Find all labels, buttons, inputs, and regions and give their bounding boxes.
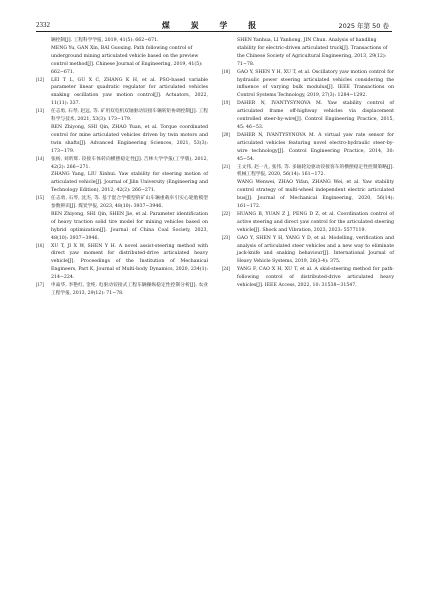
reference-number: [14] bbox=[36, 156, 44, 162]
reference-number: [20] bbox=[222, 132, 230, 138]
reference-text: 王文伟, 赵一凡, 张伟, 等. 多轴轮边驱动铰接客车的横摆稳定性控制策略[J]. 机械工程学报, 2020, 56(14): 161−172. bbox=[237, 164, 394, 178]
right-column bbox=[222, 37, 394, 290]
reference-entry bbox=[222, 211, 394, 235]
reference-text: HUANG B, YUAN Z J, PENG D Z, et al. Coordination control of active steering and direct yaw control for the articulated steering vehicle[J]. Shock and Vibration, 2023, 2023: 5577119. bbox=[237, 211, 394, 233]
reference-entry bbox=[222, 266, 394, 290]
reference-continuation bbox=[36, 37, 208, 77]
reference-text: GAO Y, SHEN Y H, YANG Y D, et al. Modelling, verification and analysis of articulated steer vehicles and a new way to eliminate jack-knife and snaking behaviour[J]. International Journal of Heavy Vehicle Systems, 2019, 26(3-4): 375. bbox=[237, 235, 394, 265]
reference-number: [18] bbox=[222, 69, 230, 75]
reference-entry bbox=[36, 243, 208, 283]
reference-entry bbox=[222, 164, 394, 211]
page-number: 2332 bbox=[36, 21, 50, 29]
reference-number: [23] bbox=[222, 235, 230, 241]
reference-text: 任志勇, 石琴, 沈杰, 等. 基于混合学模型的矿山车辆重载牵引实心轮胎模型参数辨识[J]. 煤炭学报, 2023, 48(10): 3937−3946. bbox=[51, 196, 208, 210]
reference-continuation bbox=[222, 37, 394, 69]
header-rule bbox=[36, 31, 392, 32]
reference-text: REN Zhiyong, SHI Qin, SHEN Jie, et al. Parameter identification of heavy traction solid tire model for mining vehicles based on hybrid optimization[J]. Journal of China Coal Society, 2023, 48(10): 3937−3946. bbox=[51, 211, 208, 241]
reference-entry bbox=[36, 282, 208, 298]
reference-number: [15] bbox=[36, 196, 44, 202]
reference-entry bbox=[36, 156, 208, 196]
volume-info: 2025 年第 50 卷 bbox=[338, 22, 389, 30]
reference-entry bbox=[222, 132, 394, 164]
reference-number: [22] bbox=[222, 211, 230, 217]
reference-text: DAHER N, IVANTYSYNOVA M. Yaw stability control of articulated frame off-highway vehicles via displacement controlled steer-by-wire[J]. Control Engineering Practice, 2015, 45: 46−53. bbox=[237, 101, 394, 130]
reference-text: 辆控制[J]. 工程科学学报, 2019, 41(5): 662−671. bbox=[51, 38, 159, 43]
reference-number: [17] bbox=[36, 283, 44, 289]
left-column bbox=[36, 37, 208, 298]
reference-number: [19] bbox=[222, 101, 230, 107]
running-header bbox=[0, 0, 427, 34]
reference-text: DAHER N, IVANTYSYNOVA M. A virtual yaw rate sensor for articulated vehicles featuring novel electro-hydraulic steer-by-wire technology[J]. Control Engineering Practice, 2014, 30: 45−54. bbox=[237, 132, 394, 162]
reference-number: [16] bbox=[36, 243, 44, 249]
journal-title: 煤 炭 学 报 bbox=[161, 21, 266, 30]
reference-entry bbox=[222, 235, 394, 267]
reference-text: 任志勇, 石琴, 赵远, 等. 矿用双电机双轴驱动铰接车辆转矩协调控制[J]. 工程科学与技术, 2021, 53(3): 173−179. bbox=[51, 109, 208, 123]
reference-text: MENG Yu, GAN Xin, BAI Guoxing. Path following control of underground mining articulated vehicle based on the preview control method[J]. Chinese Journal of Engineering, 2019, 41(5): 662−671. bbox=[51, 45, 203, 75]
reference-text: YANG F, CAO X H, XU T, et al. A skid-steering method for path-following control of distributed-drive articulated heavy vehicles[J]. IEEE Access, 2022, 10: 31538−31547. bbox=[237, 267, 394, 289]
reference-text: WANG Wenwei, ZHAO Yifan, ZHANG Wei, et al. Yaw stability control strategy of multi-wheel independent electric articulated bus[J]. Journal of Mechanical Engineering, 2020, 56(14): 161−172. bbox=[237, 180, 394, 210]
reference-number: [12] bbox=[36, 77, 44, 83]
reference-text: ZHANG Yang, LIU Xinhui. Yaw stability for steering motion of articulated vehicle[J]. Journal of Jilin University (Engineering and Technology Edition), 2012, 42(2): 266−271. bbox=[51, 172, 208, 194]
reference-text: 张杨, 刘昕辉. 铰接车体转向横摆稳定性[J]. 吉林大学学报(工学版), 2012, 42(2): 266−271. bbox=[51, 156, 208, 170]
reference-entry bbox=[36, 77, 208, 109]
reference-text: SHEN Yanhua, LI Yanhong, JIN Chun. Analysis of handling stability for electric-driven articulated truck[J]. Transactions of the Chinese Society of Agricultural Engineering, 2013, 29(12): 71−78. bbox=[237, 38, 388, 67]
reference-entry bbox=[36, 108, 208, 155]
reference-entry bbox=[36, 195, 208, 242]
reference-text: LEI T L, GU X C, ZHANG K H, et al. PSO-based variable parameter linear quadratic regulator for articulated vehicles snaking oscillation yaw motion control[J]. Actuators, 2022, 11(11): 337. bbox=[51, 77, 208, 107]
reference-number: [13] bbox=[36, 109, 44, 115]
reference-text: GAO Y, SHEN Y H, XU T, et al. Oscillatory yaw motion control for hydraulic power steering articulated vehicles considering the influence of varying bulk modulus[J]. IEEE Transactions on Control Systems Technology, 2019, 27(3): 1284−1292. bbox=[237, 69, 394, 99]
reference-entry bbox=[222, 69, 394, 101]
reference-number: [24] bbox=[222, 267, 230, 273]
reference-entry bbox=[222, 100, 394, 132]
reference-text: 申焱华, 李艳红, 金纯. 电驱动铰接式工程车辆操纵稳定性控制分析[J]. 农业工程学报, 2013, 29(12): 71−78. bbox=[51, 283, 208, 296]
reference-text: XU T, JI X W, SHEN Y H. A novel assist-steering method with direct yaw moment for distributed-drive articulated heavy vehicle[J]. Proceedings of the Institution of Mechanical Engineers, Part K, Journal of Multi-body Dynamics, 2020, 234(1): 214−224. bbox=[51, 243, 208, 281]
reference-text: REN Zhiyong, SHI Qin, ZHAO Yuan, et al. Torque coordinated control for mine articulated vehicles driven by twin motors and twin shafts[J]. Advanced Engineering Sciences, 2021, 53(3): 173−179. bbox=[51, 124, 208, 154]
reference-number: [21] bbox=[222, 164, 230, 170]
